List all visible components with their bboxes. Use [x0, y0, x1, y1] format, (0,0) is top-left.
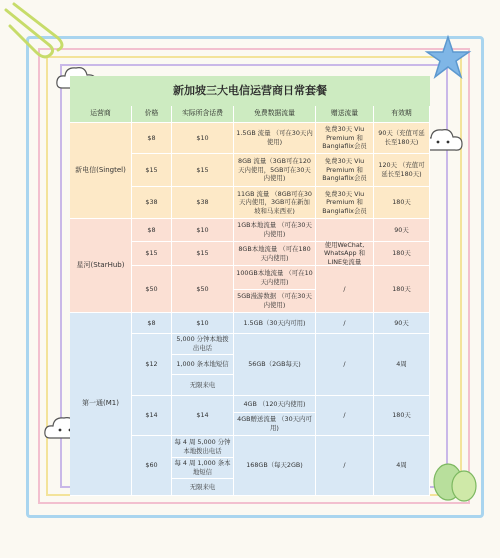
price-cell: $15 [132, 154, 172, 187]
actual-subcell: 1,000 条本地短信 [172, 355, 233, 375]
table-row [70, 334, 430, 396]
data-cell: 11GB 流量 （8GB可在30天内使用，3GB可在新加坡和马来西亚) [234, 187, 316, 219]
actual-cell: $50 [172, 266, 234, 313]
paperclip-icon [0, 0, 70, 60]
price-cell: $8 [132, 219, 172, 242]
table-row [70, 266, 430, 313]
price-cell: $12 [132, 334, 172, 396]
carrier-singtel: 新电信(Singtel) [70, 123, 132, 219]
gift-cell: / [316, 266, 374, 313]
price-cell: $8 [132, 313, 172, 334]
actual-subcell: 每 4 周 5,000 分钟本地拨出电话 [172, 436, 233, 458]
data-cell: 1GB本地流量 （可在30天内使用) [234, 219, 316, 242]
starhub-gift-shared-row [70, 242, 430, 266]
actual-subcell: 无限来电 [172, 375, 233, 396]
leaf-icon [430, 458, 480, 504]
gift-cell: / [316, 334, 374, 396]
data-cell-split [234, 396, 316, 436]
validity-cell: 180天 [374, 396, 430, 436]
header-data: 免费数据流量 [234, 106, 316, 123]
table-header-row [70, 106, 430, 123]
carrier-starhub: 星河(StarHub) [70, 219, 132, 313]
data-cell: 168GB（每天2GB) [234, 436, 316, 496]
validity-cell: 4周 [374, 334, 430, 396]
data-cell: 1.5GB（30天内可用) [234, 313, 316, 334]
table-row [70, 219, 430, 242]
header-gift: 赠送流量 [316, 106, 374, 123]
data-subcell: 100GB本地流量 （可在10天内使用) [234, 266, 315, 290]
validity-cell: 180天 [374, 187, 430, 219]
data-subcell: 5GB漫游数据 （可在30天内使用) [234, 290, 315, 313]
actual-cell: $10 [172, 123, 234, 154]
data-cell: 8GB本地流量 （可在180天内使用) [234, 242, 316, 266]
actual-subcell: 无限来电 [172, 479, 233, 496]
validity-cell: 120天 （充值可延长至180天) [374, 154, 430, 187]
actual-cell-split [172, 334, 234, 396]
plan-table [70, 76, 430, 496]
validity-cell: 90天 [374, 313, 430, 334]
table-row [70, 313, 430, 334]
validity-cell: 90天（充值可延长至180天) [374, 123, 430, 154]
price-cell: $8 [132, 123, 172, 154]
page-title: 新加坡三大电信运营商日常套餐 [70, 76, 430, 106]
gift-cell-shared: 使用WeChat, WhatsApp 和 LINE免流量 [316, 242, 374, 266]
data-cell: 1.5GB 流量 （可在30天内使用) [234, 123, 316, 154]
gift-cell: 免费30天 Viu Premium 和 Banglaflix会员 [316, 154, 374, 187]
actual-cell-split [172, 436, 234, 496]
validity-cell: 4周 [374, 436, 430, 496]
validity-cell: 90天 [374, 219, 430, 242]
validity-cell: 180天 [374, 266, 430, 313]
data-subcell: 4GB （120天内使用) [234, 396, 315, 413]
data-subcell: 4GB赠送流量 （30天内可用) [234, 413, 315, 436]
header-actual: 实际所含话费 [172, 106, 234, 123]
data-cell-split [234, 266, 316, 313]
actual-cell: $10 [172, 219, 234, 242]
star-icon [424, 34, 472, 82]
header-price: 价格 [132, 106, 172, 123]
gift-cell: / [316, 396, 374, 436]
table-row [70, 396, 430, 436]
actual-cell: $15 [172, 242, 234, 266]
table-row [70, 436, 430, 496]
price-cell: $15 [132, 242, 172, 266]
price-cell: $50 [132, 266, 172, 313]
gift-cell: / [316, 436, 374, 496]
table-row [70, 123, 430, 154]
price-cell: $38 [132, 187, 172, 219]
gift-cell: 免费30天 Viu Premium 和 Banglaflix会员 [316, 123, 374, 154]
carrier-m1: 第一通(M1) [70, 313, 132, 496]
gift-cell: 免费30天 Viu Premium 和 Banglaflix会员 [316, 187, 374, 219]
data-cell: 56GB（2GB每天) [234, 334, 316, 396]
actual-cell: $14 [172, 396, 234, 436]
gift-cell [316, 219, 374, 242]
price-cell: $14 [132, 396, 172, 436]
actual-cell: $15 [172, 154, 234, 187]
data-cell: 8GB 流量（3GB可在120天内使用，5GB可在30天内使用) [234, 154, 316, 187]
actual-subcell: 5,000 分钟本地拨出电话 [172, 334, 233, 355]
actual-subcell: 每 4 周 1,000 条本地短信 [172, 458, 233, 479]
table-row [70, 187, 430, 219]
table-row [70, 154, 430, 187]
gift-cell: / [316, 313, 374, 334]
actual-cell: $38 [172, 187, 234, 219]
price-cell: $60 [132, 436, 172, 496]
validity-cell: 180天 [374, 242, 430, 266]
header-validity: 有效期 [374, 106, 430, 123]
header-carrier: 运营商 [70, 106, 132, 123]
actual-cell: $10 [172, 313, 234, 334]
